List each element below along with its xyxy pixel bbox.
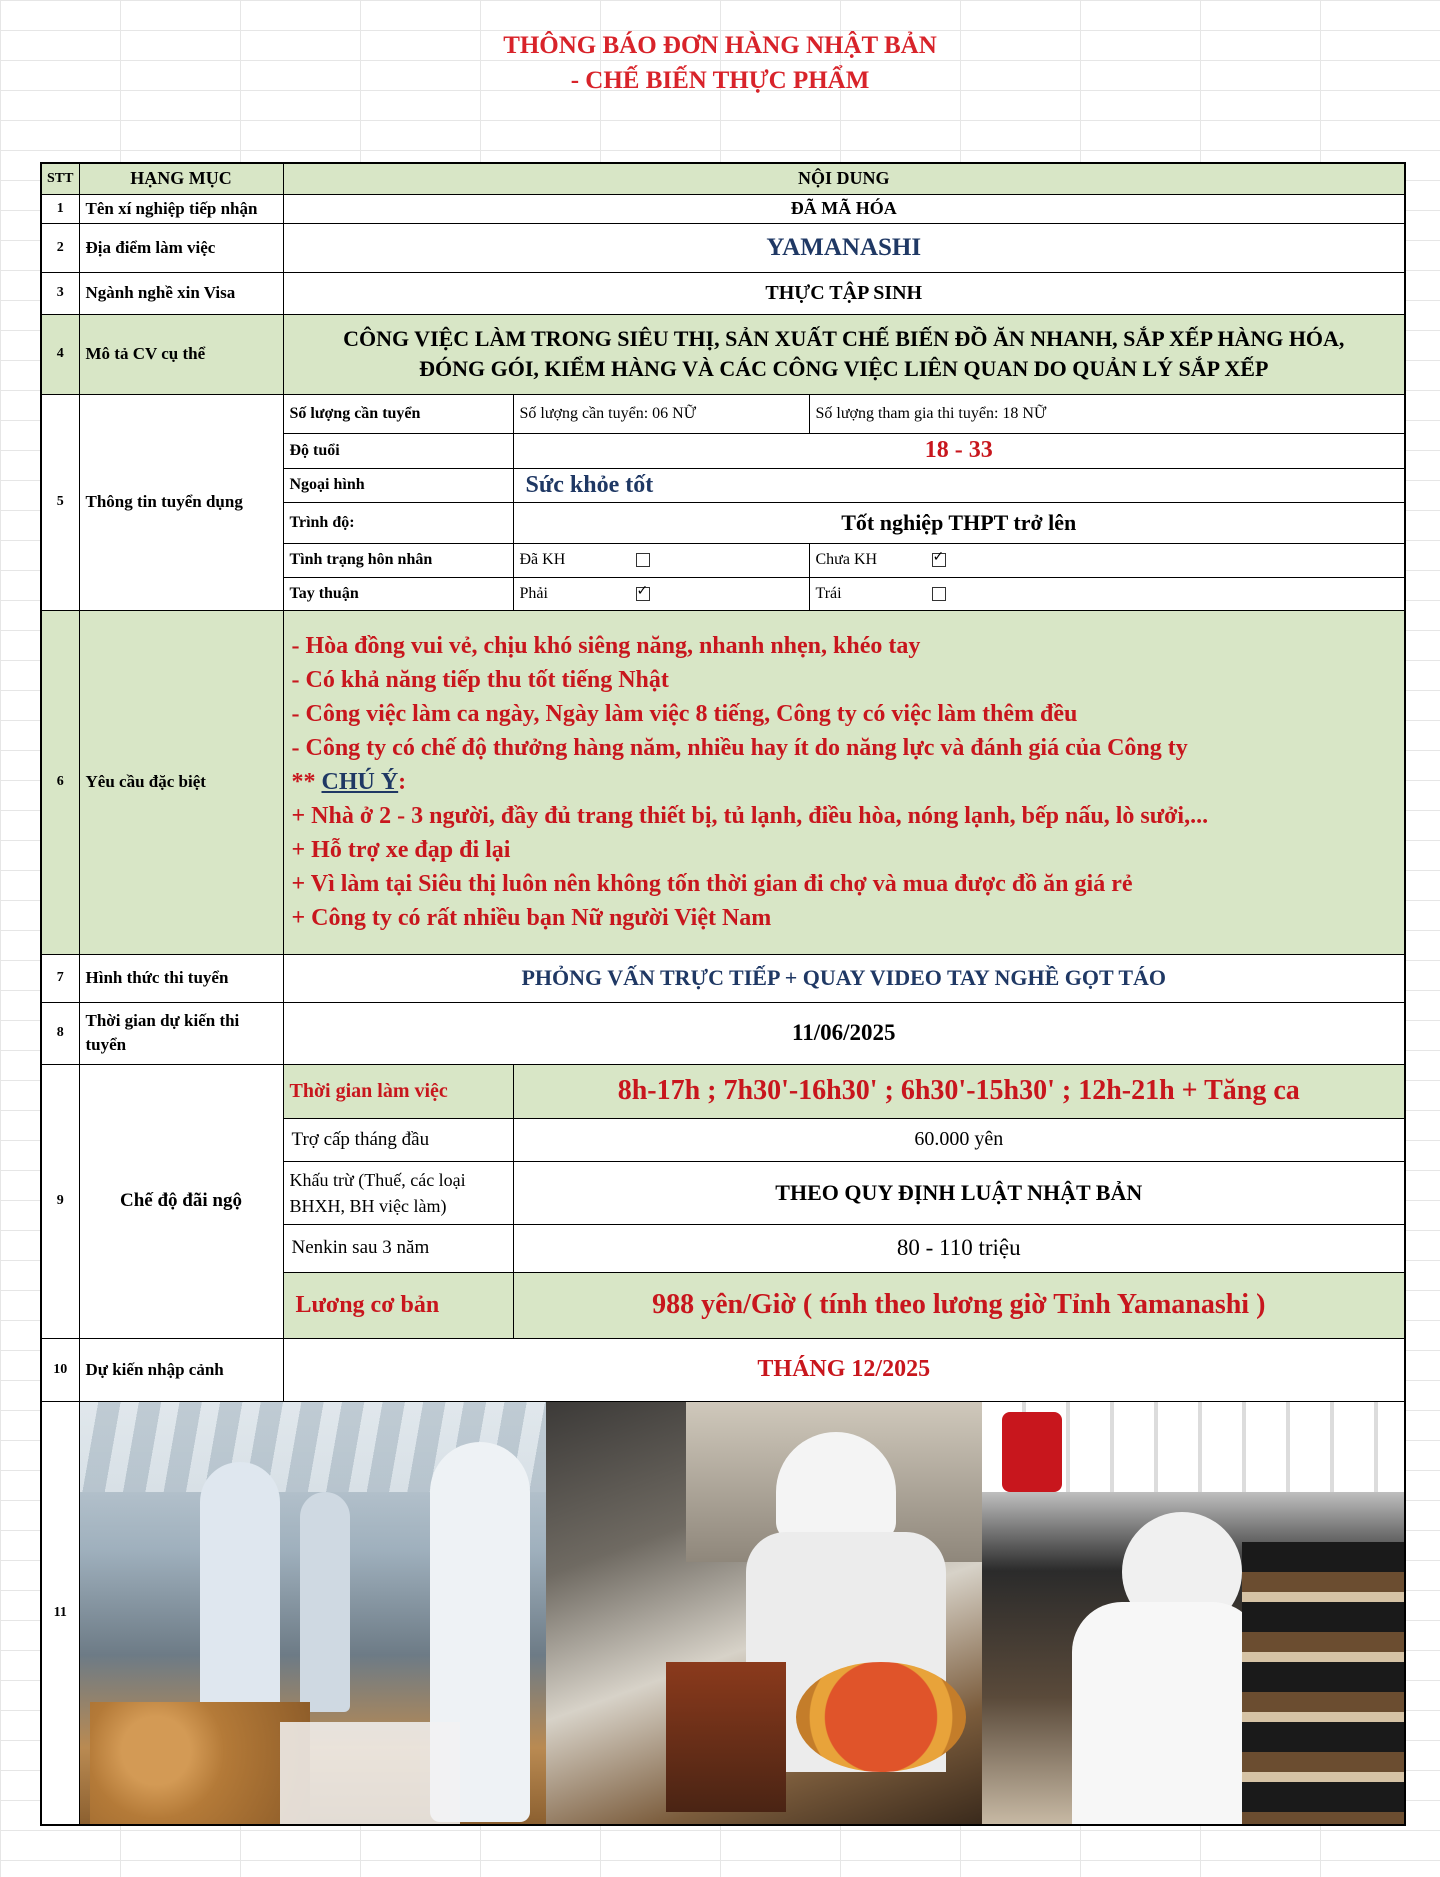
row-number: 4 [41, 314, 79, 394]
note-item: + Vì làm tại Siêu thị luôn nên không tốn thời gian đi chợ và mua được đồ ăn giá rẻ [291, 871, 1133, 897]
requirement-item: - Có khả năng tiếp thu tốt tiếng Nhật [291, 667, 669, 693]
title-line-2: - CHẾ BIẾN THỰC PHẨM [570, 67, 870, 94]
row-recruitment-qty [41, 394, 1405, 433]
age-label: Độ tuổi [283, 433, 513, 468]
right-hand-option [513, 577, 809, 610]
row-number: 5 [41, 394, 79, 610]
note-suffix: : [398, 769, 407, 795]
requirement-item: - Công ty có chế độ thưởng hàng năm, nhiều hay ít do năng lực và đánh giá của Công ty [291, 735, 1188, 761]
table-header-row [41, 163, 1405, 194]
note-item: + Hỗ trợ xe đạp đi lại [291, 837, 511, 863]
job-description-line-1: CÔNG VIỆC LÀM TRONG SIÊU THỊ, SẢN XUẤT CHẾ BIẾN ĐỒ ĂN NHANH, SẮP XẾP HÀNG HÓA, [343, 326, 1345, 351]
exam-date-value: 11/06/2025 [283, 1002, 1405, 1064]
row-label: Thời gian dự kiến thi tuyển [79, 1002, 283, 1064]
row-location [41, 223, 1405, 272]
job-order-table [40, 162, 1406, 1826]
chef-preparing-food-photo [546, 1402, 982, 1824]
requirement-item: - Hòa đồng vui vẻ, chịu khó siêng năng, nhanh nhẹn, khéo tay [291, 633, 921, 659]
row-label: Thông tin tuyển dụng [79, 394, 283, 610]
education-label: Trình độ: [283, 502, 513, 543]
row-number: 10 [41, 1338, 79, 1401]
note-item: + Công ty có rất nhiều bạn Nữ người Việt Nam [291, 905, 772, 931]
row-special-requirements [41, 610, 1405, 954]
job-description-value [283, 314, 1405, 394]
row-photos [41, 1401, 1405, 1825]
note-prefix: ** [291, 769, 322, 795]
row-label: Tên xí nghiệp tiếp nhận [79, 194, 283, 223]
header-content: NỘI DUNG [283, 163, 1405, 194]
single-label: Chưa KH [815, 551, 878, 568]
married-label: Đã KH [519, 551, 566, 568]
row-label: Ngành nghề xin Visa [79, 272, 283, 314]
nenkin-value: 80 - 110 triệu [513, 1224, 1405, 1272]
row-number: 2 [41, 223, 79, 272]
entry-date-value: THÁNG 12/2025 [283, 1338, 1405, 1401]
note-item: + Nhà ở 2 - 3 người, đầy đủ trang thiết bị, tủ lạnh, điều hòa, nóng lạnh, bếp nấu, lò sưởi,... [291, 803, 1209, 829]
base-salary-value: 988 yên/Giờ ( tính theo lương giờ Tỉnh Yamanashi ) [513, 1272, 1405, 1338]
allowance-label: Trợ cấp tháng đầu [283, 1118, 513, 1161]
job-description-line-2: ĐÓNG GÓI, KIỂM HÀNG VÀ CÁC CÔNG VIỆC LIÊN QUAN DO QUẢN LÝ SẮP XẾP [419, 356, 1269, 381]
row-label: Dự kiến nhập cảnh [79, 1338, 283, 1401]
row-number: 11 [41, 1401, 79, 1825]
supermarket-staff-photo [982, 1402, 1404, 1824]
row-label: Mô tả CV cụ thể [79, 314, 283, 394]
working-hours-label: Thời gian làm việc [283, 1064, 513, 1118]
deduction-value: THEO QUY ĐỊNH LUẬT NHẬT BẢN [513, 1161, 1405, 1224]
row-visa [41, 272, 1405, 314]
requirement-item: - Công việc làm ca ngày, Ngày làm việc 8 tiếng, Công ty có việc làm thêm đều [291, 701, 1078, 727]
allowance-value: 60.000 yên [513, 1118, 1405, 1161]
married-checkbox[interactable] [636, 553, 650, 567]
right-hand-checkbox[interactable] [636, 587, 650, 601]
working-hours-value: 8h-17h ; 7h30'-16h30' ; 6h30'-15h30' ; 12h-21h + Tăng ca [513, 1064, 1405, 1118]
row-label: Yêu cầu đặc biệt [79, 610, 283, 954]
right-hand-label: Phải [519, 584, 548, 602]
row-number: 6 [41, 610, 79, 954]
single-checkbox[interactable] [932, 553, 946, 567]
row-entry-date [41, 1338, 1405, 1401]
location-value: YAMANASHI [283, 223, 1405, 272]
left-hand-label: Trái [815, 584, 842, 602]
row-number: 3 [41, 272, 79, 314]
note-heading [292, 765, 1397, 799]
married-option [513, 543, 809, 577]
visa-value: THỰC TẬP SINH [283, 272, 1405, 314]
row-number: 7 [41, 954, 79, 1002]
row-job-description [41, 314, 1405, 394]
title-line-1: THÔNG BÁO ĐƠN HÀNG NHẬT BẢN [503, 32, 937, 59]
row-number: 9 [41, 1064, 79, 1338]
exam-format-value: PHỎNG VẤN TRỰC TIẾP + QUAY VIDEO TAY NGHỀ GỌT TÁO [283, 954, 1405, 1002]
row-label: Chế độ đãi ngộ [79, 1064, 283, 1338]
left-hand-checkbox[interactable] [932, 587, 946, 601]
base-salary-label: Lương cơ bản [283, 1272, 513, 1338]
deduction-label: Khấu trừ (Thuế, các loại BHXH, BH việc làm) [283, 1161, 513, 1224]
row-exam-format [41, 954, 1405, 1002]
company-value: ĐÃ MÃ HÓA [283, 194, 1405, 223]
photos-cell [79, 1401, 1405, 1825]
qty-exam-value: Số lượng tham gia thi tuyển: 18 NỮ [809, 394, 1405, 433]
requirements-list [283, 610, 1405, 954]
appearance-value: Sức khỏe tốt [513, 468, 1405, 502]
row-working-hours [41, 1064, 1405, 1118]
row-company [41, 194, 1405, 223]
row-label: Địa điểm làm việc [79, 223, 283, 272]
single-option [809, 543, 1405, 577]
note-title: CHÚ Ý [321, 769, 399, 795]
qty-need-value: Số lượng cần tuyển: 06 NỮ [513, 394, 809, 433]
header-category: HẠNG MỤC [79, 163, 283, 194]
age-value: 18 - 33 [513, 433, 1405, 468]
header-stt: STT [41, 163, 79, 194]
row-number: 8 [41, 1002, 79, 1064]
photo-strip [80, 1402, 1405, 1824]
row-number: 1 [41, 194, 79, 223]
handedness-label: Tay thuận [283, 577, 513, 610]
row-label: Hình thức thi tuyển [79, 954, 283, 1002]
education-value: Tốt nghiệp THPT trở lên [513, 502, 1405, 543]
factory-workers-photo [80, 1402, 546, 1824]
row-exam-date [41, 1002, 1405, 1064]
qty-label: Số lượng cần tuyển [283, 394, 513, 433]
appearance-label: Ngoại hình [283, 468, 513, 502]
left-hand-option [809, 577, 1405, 610]
document-title [0, 28, 1440, 98]
marital-label: Tình trạng hôn nhân [283, 543, 513, 577]
nenkin-label: Nenkin sau 3 năm [283, 1224, 513, 1272]
